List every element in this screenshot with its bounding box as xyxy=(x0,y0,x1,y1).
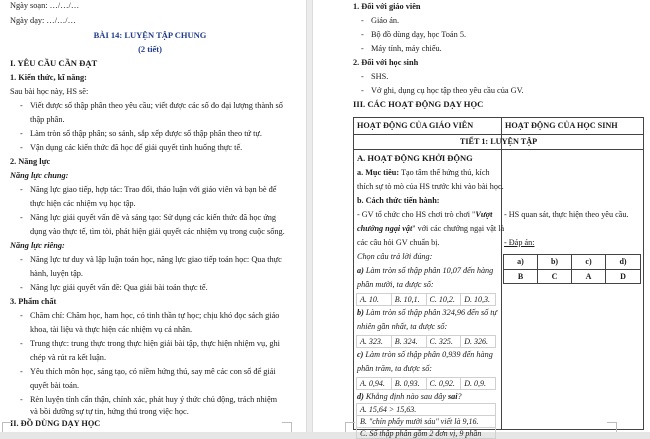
option: C. 0,92. xyxy=(427,378,462,389)
choose-prompt: Chọn câu trả lời đúng: xyxy=(357,252,433,261)
option: A. 10. xyxy=(357,294,392,305)
method-heading: b. Cách thức tiến hành: xyxy=(357,196,440,205)
knowledge-item: Viết được số thập phân theo yêu cầu; viết được các số đo đại lượng thành số xyxy=(30,101,283,110)
knowledge-item-cont: thập phân. xyxy=(30,115,65,124)
qualities-item: Rèn luyện tính cẩn thận, chính xác, phát huy ý thức chủ động, trách nhiệm xyxy=(30,395,278,404)
answer-value: D xyxy=(620,272,626,281)
lesson-periods: (2 tiết) xyxy=(138,44,162,54)
student-response: - HS quan sát, thực hiện theo yêu cầu. xyxy=(504,210,629,219)
option: D. 0,9. xyxy=(464,379,487,388)
option: A. 0,94. xyxy=(357,378,392,389)
qualities-heading: 3. Phẩm chất xyxy=(10,297,57,306)
question-b-options xyxy=(356,335,496,348)
knowledge-heading: 1. Kiến thức, kĩ năng: xyxy=(10,73,87,82)
question-b-cont: nhiên gần nhất, ta được số: xyxy=(357,322,448,331)
general-competence-item: Năng lực giải quyết vấn đề và sáng tạo: Sử dụng các kiến thức đã học ứng xyxy=(30,213,277,222)
teacher-material-item: Giáo án. xyxy=(371,16,400,25)
page-corner-mark xyxy=(2,422,12,432)
question-a-cont: phần mười, ta được số: xyxy=(357,280,434,289)
option: D. 10,3. xyxy=(464,295,491,304)
question-c-cont: phần trăm, ta được số: xyxy=(357,364,433,373)
lesson-title: BÀI 14: LUYỆN TẬP CHUNG xyxy=(93,30,207,40)
activities-table xyxy=(353,117,644,438)
answer-header: d) xyxy=(606,255,640,270)
qualities-item-cont: quyết bài toán. xyxy=(30,381,80,390)
answer-value: B xyxy=(504,270,538,284)
question-d-option: A. 15,64 > 15,63. xyxy=(356,403,496,416)
col-header-student: HOẠT ĐỘNG CỦA HỌC SINH xyxy=(505,121,618,130)
competence-heading: 2. Năng lực xyxy=(10,157,51,166)
period-title: TIẾT 1: LUYỆN TẬP xyxy=(459,137,538,146)
specific-competence-heading: Năng lực riêng: xyxy=(10,241,65,250)
option: C. 325. xyxy=(427,336,462,347)
document-page-right: 1. Đối với giáo viên - Giáo án. - Bộ đồ dùng dạy, học Toán 5. - Máy tính, máy chiếu. 2. Đối với học sinh - SHS. - Vở ghi, dụng cụ học tập theo yêu cầu của GV. III. CÁC HOẠT ĐỘNG DẠY HỌC HOẠT ĐỘNG CỦA GIÁO VIÊN HOẠT ĐỘNG CỦA HỌC SINH TIẾT 1: LUYỆN TẬP A. HOẠT ĐỘNG KHỞI ĐỘNG a. Mục tiêu: Tạo tâm thế hứng thú, kích thích sự tò mò của HS trước khi vào bài học. b. Cách thức tiến hành: - GV tổ chức cho HS chơi trò chơi "Vượt chướng ngại vật" với các chướng ngại vật là các câu hỏi GV chuẩn bị. Chọn câu trả lời đúng: a) Làm tròn số thập phân 10,07 đến hàng phần mười, ta được số: A. 10. B. 10,1. C. 10,2. D. 10,3. b) Làm tròn số thập phân 324,96 đến số tự nhiên gần nhất, ta được số: A. 323. B. 324. C. 325. D. 326. c) Làm tròn số thập phân 0,939 đến hàng phần trăm, ta được số: A. 0,94. B. 0,93. C. 0,92. D. 0,9. d) Khẳng định nào sau đây sai? A. 15,64 > 15,63. B. "chín phẩy mười sáu" viết là 9,16. C. Số thập phân gồm 2 đơn vị, 9 phần - HS quan sát, thực hiện theo yêu cầu. - Đáp án: a) b) c) d) B C A D xyxy=(313,0,650,432)
student-material-item: Vở ghi, dụng cụ học tập theo yêu cầu của GV. xyxy=(371,86,524,95)
section-materials-heading: II. ĐỒ DÙNG DẠY HỌC xyxy=(10,419,101,428)
knowledge-item: Làm tròn số thập phân; so sánh, sắp xếp được số thập phân theo tứ tự. xyxy=(30,129,262,138)
general-competence-item: Năng lực giao tiếp, hợp tác: Trao đổi, thảo luận với giáo viên và bạn bè để xyxy=(30,185,277,194)
answer-header: a) xyxy=(504,255,538,270)
activity-heading: A. HOẠT ĐỘNG KHỞI ĐỘNG xyxy=(357,153,473,163)
method-line: - GV tổ chức cho HS chơi trò chơi "Vượt xyxy=(357,210,493,219)
col-header-teacher: HOẠT ĐỘNG CỦA GIÁO VIÊN xyxy=(357,121,474,130)
option: A. 323. xyxy=(357,336,392,347)
specific-competence-item: Năng lực giải quyết vấn đề: Qua giải bài toán thực tế. xyxy=(30,283,208,292)
answer-header: b) xyxy=(538,255,572,270)
answer-header: c) xyxy=(572,255,606,270)
student-materials-heading: 2. Đối với học sinh xyxy=(353,58,419,67)
option: B. 10,1. xyxy=(392,294,427,305)
page-corner-mark xyxy=(345,422,355,432)
general-competence-item-cont: thực hiện các nhiệm vụ học tập. xyxy=(30,199,136,208)
option: B. 0,93. xyxy=(392,378,427,389)
question-d-option: C. Số thập phân gồm 2 đơn vị, 9 phần xyxy=(356,427,496,439)
option: B. 324. xyxy=(392,336,427,347)
qualities-item-cont: chép và rút ra kết luận. xyxy=(30,353,107,362)
column-divider xyxy=(501,135,502,429)
question-b: b) Làm tròn số thập phân 324,96 đến số tự xyxy=(357,308,498,317)
question-a-options xyxy=(356,293,496,306)
date-prepared: Ngày soạn: …/…/… xyxy=(10,1,80,10)
page-gutter xyxy=(306,0,313,432)
method-line-cont: các câu hỏi GV chuẩn bị. xyxy=(357,238,440,247)
qualities-item-cont: khoa, tài liệu và thực hiện các nhiệm vụ cá nhân. xyxy=(30,325,193,334)
student-material-item: SHS. xyxy=(371,72,389,81)
answer-value: A xyxy=(572,270,606,284)
goal-line-cont: thích sự tò mò của HS trước khi vào bài học. xyxy=(357,182,504,191)
qualities-item: Chăm chỉ: Chăm học, ham học, có tinh thần tự học; chịu khó đọc sách giáo xyxy=(30,311,280,320)
document-page-left: Ngày soạn: …/…/… Ngày dạy: …/…/… BÀI 14: LUYỆN TẬP CHUNG (2 tiết) I. YÊU CẦU CẦN ĐẠT 1. Kiến thức, kĩ năng: Sau bài học này, HS sẽ: - Viết được số thập phân theo yêu cầu; viết được các số đo đại lượng thành số thập phân. - Làm tròn số thập phân; so sánh, sắp xếp được số thập phân theo tứ tự. - Vận dụng các kiến thức đã học để giải quyết tình huống thực tế. 2. Năng lực Năng lực chung: - Năng lực giao tiếp, hợp tác: Trao đổi, thảo luận với giáo viên và bạn bè để thực hiện các nhiệm vụ học tập. - Năng lực giải quyết vấn đề và sáng tạo: Sử dụng các kiến thức đã học ứng dụng vào thực tế, tìm tòi, phát hiện giải quyết các nhiệm vụ trong cuộc sống. Năng lực riêng: - Năng lực tư duy và lập luận toán học, năng lực giao tiếp toán học: Qua thực hành, luyện tập. - Năng lực giải quyết vấn đề: Qua giải bài toán thực tế. 3. Phẩm chất - Chăm chỉ: Chăm học, ham học, có tinh thần tự học; chịu khó đọc sách giáo khoa, tài liệu và thực hiện các nhiệm vụ cá nhân. - Trung thực: trung thực trong thực hiện giải bài tập, thực hiện nhiệm vụ, ghi chép và rút ra kết luận. - Yêu thích môn học, sáng tạo, có niềm hứng thú, say mê các con số để giải quyết bài toán. - Rèn luyện tính cẩn thận, chính xác, phát huy ý thức chủ động, trách nhiệm và bồi dưỡng sự tự tin, hứng thú trong việc học. II. ĐỒ DÙNG DẠY HỌC xyxy=(0,0,306,432)
question-c-options xyxy=(356,377,496,390)
knowledge-intro: Sau bài học này, HS sẽ: xyxy=(10,87,89,96)
qualities-item: Trung thực: trung thực trong thực hiện giải bài tập, thực hiện nhiệm vụ, ghi xyxy=(30,339,280,348)
page-corner-mark xyxy=(282,422,292,432)
option: D. 326. xyxy=(464,337,489,346)
method-line-cont: chướng ngại vật" với các chướng ngại vật là xyxy=(357,224,505,233)
section-requirements-heading: I. YÊU CẦU CẦN ĐẠT xyxy=(10,58,98,68)
page-corner-mark xyxy=(607,422,617,432)
question-d: d) Khẳng định nào sau đây sai? xyxy=(357,392,462,401)
date-taught: Ngày dạy: …/…/… xyxy=(10,16,76,25)
specific-competence-item: Năng lực tư duy và lập luận toán học, năng lực giao tiếp toán học: Qua thực xyxy=(30,255,282,264)
question-a: a) Làm tròn số thập phân 10,07 đến hàng xyxy=(357,266,494,275)
answer-value: C xyxy=(538,270,572,284)
teacher-material-item: Máy tính, máy chiếu. xyxy=(371,44,442,53)
question-d-option: B. "chín phẩy mười sáu" viết là 9,16. xyxy=(356,415,496,428)
goal-label: a. Mục tiêu: xyxy=(357,168,400,177)
goal-line: a. Mục tiêu: Tạo tâm thế hứng thú, kích xyxy=(357,168,490,177)
answer-table xyxy=(503,254,641,284)
knowledge-item: Vận dụng các kiến thức đã học để giải quyết tình huống thực tế. xyxy=(30,143,243,152)
specific-competence-item-cont: hành, luyện tập. xyxy=(30,269,83,278)
general-competence-heading: Năng lực chung: xyxy=(10,171,69,180)
general-competence-item-cont: dụng vào thực tế, tìm tòi, phát hiện giải quyết các nhiệm vụ trong cuộc sống. xyxy=(30,227,285,236)
answer-label: - Đáp án: xyxy=(504,238,535,247)
section-activities-heading: III. CÁC HOẠT ĐỘNG DẠY HỌC xyxy=(353,99,484,109)
option: C. 10,2. xyxy=(427,294,462,305)
qualities-item-cont: và bồi dưỡng sự tự tin, hứng thú trong việc học. xyxy=(30,407,189,416)
question-c: c) Làm tròn số thập phân 0,939 đến hàng xyxy=(357,350,493,359)
teacher-material-item: Bộ đồ dùng dạy, học Toán 5. xyxy=(371,30,467,39)
qualities-item: Yêu thích môn học, sáng tạo, có niềm hứng thú, say mê các con số để giải xyxy=(30,367,276,376)
teacher-materials-heading: 1. Đối với giáo viên xyxy=(353,2,421,11)
